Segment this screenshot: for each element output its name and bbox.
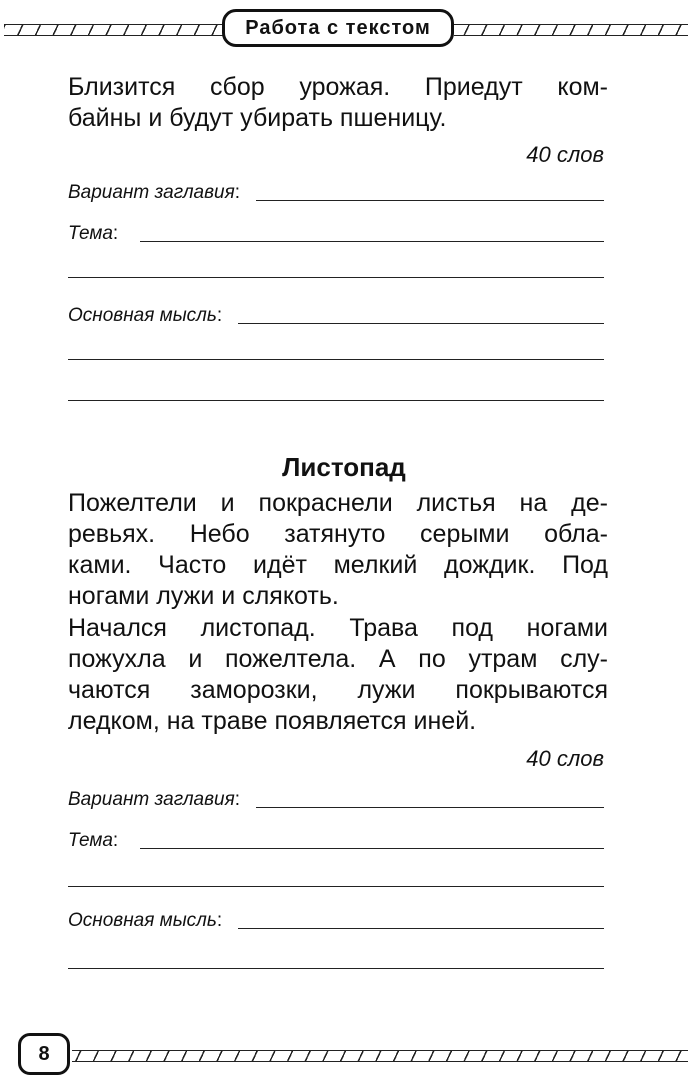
text2-line-6: пожухла и пожелтела. А по утрам слу- bbox=[68, 645, 608, 673]
text1-line-2: байны и будут убирать пшеницу. bbox=[68, 104, 447, 132]
text2-line-3: ками. Часто идёт мелкий дождик. Под bbox=[68, 551, 608, 579]
text1-main-idea-answer-line-2[interactable] bbox=[68, 359, 604, 360]
header-hatch-left bbox=[4, 24, 224, 36]
colon: : bbox=[112, 223, 119, 244]
title-variant-label: Вариант заглавия bbox=[68, 182, 235, 203]
text2-line-5: Начался листопад. Трава под ногами bbox=[68, 614, 608, 642]
page-number: 8 bbox=[18, 1033, 70, 1075]
colon: : bbox=[216, 910, 223, 931]
text2-main-idea-row bbox=[68, 902, 604, 932]
topic-label: Тема bbox=[68, 223, 113, 244]
main-idea-label: Основная мысль bbox=[68, 910, 217, 931]
text1-main-idea-extra-row-1 bbox=[68, 333, 604, 363]
text1-main-idea-answer-line-3[interactable] bbox=[68, 400, 604, 401]
text2-main-idea-answer-line[interactable] bbox=[238, 928, 604, 929]
text2-line-7: чаются заморозки, лужи покрываются bbox=[68, 676, 608, 704]
colon: : bbox=[234, 789, 241, 810]
text2-title-variant-answer-line[interactable] bbox=[256, 807, 604, 808]
text2-topic-answer-line-2[interactable] bbox=[68, 886, 604, 887]
colon: : bbox=[112, 830, 119, 851]
title-variant-label: Вариант заглавия bbox=[68, 789, 235, 810]
text2-line-4: ногами лужи и слякоть. bbox=[68, 582, 339, 610]
topic-label: Тема bbox=[68, 830, 113, 851]
text2-topic-row bbox=[68, 822, 604, 852]
text1-main-idea-answer-line[interactable] bbox=[238, 323, 604, 324]
text2-title-variant-row bbox=[68, 781, 604, 811]
text1-line-1: Близится сбор урожая. Приедут ком- bbox=[68, 73, 608, 101]
text2-line-8: ледком, на траве появляется иней. bbox=[68, 707, 477, 735]
text1-main-idea-extra-row-2 bbox=[68, 374, 604, 404]
text1-topic-row bbox=[68, 215, 604, 245]
text2-topic-extra-row bbox=[68, 860, 604, 890]
text2-title: Листопад bbox=[282, 452, 406, 482]
footer-hatch bbox=[72, 1050, 688, 1062]
text1-main-idea-row bbox=[68, 297, 604, 327]
text1-title-variant-row bbox=[68, 174, 604, 204]
text1-topic-answer-line[interactable] bbox=[140, 241, 604, 242]
section-title-badge: Работа с текстом bbox=[222, 9, 454, 47]
text2-main-idea-extra-row bbox=[68, 942, 604, 972]
text1-topic-answer-line-2[interactable] bbox=[68, 277, 604, 278]
colon: : bbox=[234, 182, 241, 203]
main-idea-label: Основная мысль bbox=[68, 305, 217, 326]
header-hatch-right bbox=[454, 24, 688, 36]
text2-line-2: ревьях. Небо затянуто серыми обла- bbox=[68, 520, 608, 548]
text2-line-1: Пожелтели и покраснели листья на де- bbox=[68, 489, 608, 517]
text2-word-count: 40 слов bbox=[526, 746, 604, 771]
text1-word-count: 40 слов bbox=[526, 142, 604, 167]
text1-title-variant-answer-line[interactable] bbox=[256, 200, 604, 201]
text2-main-idea-answer-line-2[interactable] bbox=[68, 968, 604, 969]
text2-topic-answer-line[interactable] bbox=[140, 848, 604, 849]
text1-topic-extra-row bbox=[68, 251, 604, 281]
colon: : bbox=[216, 305, 223, 326]
